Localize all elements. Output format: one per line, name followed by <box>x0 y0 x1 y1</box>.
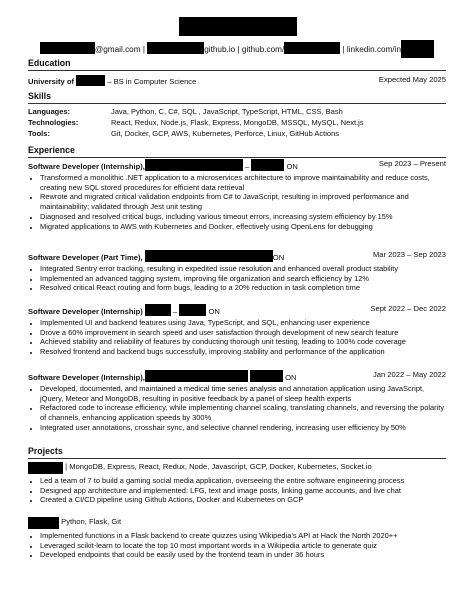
project-entry <box>28 462 446 505</box>
name-redaction <box>179 17 297 36</box>
list-item: • Transformed a monolithic .NET application to a microservices architecture to improve maintainability and reduce costs, creating new SQL stored procedures for efficient data retrieval <box>40 173 446 192</box>
list-item: • Led a team of 7 to build a gaming social media application, overseeing the entire software engineering process <box>40 476 446 486</box>
company-redaction <box>145 304 171 316</box>
job-header: Software Developer (Part Time), ON Mar 2023 – Sep 2023 <box>28 250 446 262</box>
list-item: • Developed, documented, and maintained a medical time series analysis and annotation application using JavaScript, jQuery, Meteor and MongoDB, resulting in positive feedback by a panel of sleep health experts <box>40 384 446 403</box>
github-link[interactable]: github.com/ <box>241 45 285 54</box>
section-divider <box>28 458 446 459</box>
education-heading: Education <box>28 58 71 68</box>
list-item: • Achieved stability and reliability of features by conducting thorough unit testing, leading to 100% code coverage <box>40 337 446 347</box>
job-date: Sept 2022 – Dec 2022 <box>370 304 446 313</box>
linkedin-redaction <box>401 40 434 58</box>
list-item: • Diagnosed and resolved critical bugs, including various timeout errors, increasing system efficiency by 15% <box>40 212 446 222</box>
email-link[interactable]: @gmail.com <box>94 45 141 54</box>
section-divider <box>28 70 446 71</box>
list-item: • Rewrote and migrated critical validation endpoints from C# to JavaScript, resulting in improved performance and maintainability; validated through Jest unit testing <box>40 192 446 211</box>
education-row: University of – BS in Computer Science Expected May 2025 <box>28 75 446 86</box>
list-item: • Leveraged scikit-learn to locate the top 10 most important words in a Wikipedia article to generate quiz <box>40 541 446 551</box>
list-item: • Drove a 60% improvement in search speed and user satisfaction through development of new search feature <box>40 328 446 338</box>
job-date: Jan 2022 – May 2022 <box>372 370 446 379</box>
list-item: • Implemented an advanced tagging system, improving file organization and search efficiency by 12% <box>40 274 446 284</box>
section-divider <box>28 157 446 158</box>
job-header: Software Developer (Internship), – ON Sep 2023 – Present <box>28 159 446 171</box>
project-header: | MongoDB, Express, React, Redux, Node, Javascript, GCP, Docker, Kubernetes, Socket.io <box>28 462 446 474</box>
projects-section <box>28 446 446 459</box>
job-entry <box>28 159 446 231</box>
website-link[interactable]: github.io <box>204 45 236 54</box>
list-item: • Created a CI/CD pipeline using Github Actions, Docker and Kubernetes on GCP <box>40 495 446 505</box>
company-redaction <box>145 159 243 171</box>
list-item: • Implemented functions in a Flask backend to create quizzes using Wikipedia’s API at Hack the North 2020++ <box>40 531 446 541</box>
company-redaction <box>145 370 248 382</box>
list-item: • Refactored code to increase efficiency, while implementing channel scaling, translating channels, and reversing the polarity of channels, enhancing application speeds by 300% <box>40 403 446 422</box>
company-redaction <box>145 250 273 262</box>
job-entry <box>28 304 446 357</box>
list-item: • Integrated user annotations, crosshair sync, and selective channel rendering, increasing user efficiency by 50% <box>40 423 446 433</box>
section-divider <box>28 103 446 104</box>
skills-section <box>28 91 446 139</box>
list-item: • Resolved critical React routing and form bugs, leading to a 20% reduction in task completion time <box>40 283 446 293</box>
education-section <box>28 58 446 86</box>
skill-row: Tools: Git, Docker, GCP, AWS, Kubernetes, Perforce, Linux, GitHub Actions <box>28 128 340 138</box>
project-entry <box>28 517 446 560</box>
project-header: Python, Flask, Git <box>28 517 446 529</box>
list-item: • Implemented UI and backend features using Java, TypeScript, and SQL, enhancing user experience <box>40 318 446 328</box>
github-redaction <box>284 42 340 54</box>
projects-heading: Projects <box>28 446 63 456</box>
skills-heading: Skills <box>28 91 51 101</box>
website-redaction <box>147 42 204 54</box>
job-entry <box>28 250 446 293</box>
list-item: • Developed endpoints that could be easily used by the frontend team in under 36 hours <box>40 550 446 560</box>
education-date: Expected May 2025 <box>378 75 446 84</box>
city-redaction <box>251 159 284 171</box>
university-redaction <box>76 75 105 86</box>
email-redaction <box>40 42 95 54</box>
list-item: • Designed app architecture and implemented: LFG, text and image posts, linking game accounts, and live chat <box>40 486 446 496</box>
skill-row: Languages: Java, Python, C, C#, SQL , JavaScript, TypeScript, HTML, CSS, Bash <box>28 107 343 116</box>
job-date: Sep 2023 – Present <box>378 159 446 168</box>
list-item: • Migrated applications to AWS with Kubernetes and Docker, effectively using OpenLens for debugging <box>40 222 446 232</box>
experience-section <box>28 145 446 158</box>
experience-heading: Experience <box>28 145 75 155</box>
project-name-redaction <box>28 517 59 529</box>
job-entry <box>28 370 446 433</box>
city-redaction <box>250 370 283 382</box>
job-date: Mar 2023 – Sep 2023 <box>372 250 446 259</box>
job-header: Software Developer (Internship) – ON Sept 2022 – Dec 2022 <box>28 304 446 316</box>
list-item: • Integrated Sentry error tracking, resulting in expedited issue resolution and enhanced overall product stability <box>40 264 446 274</box>
linkedin-link[interactable]: linkedin.com/in <box>346 45 402 54</box>
job-header: Software Developer (Internship), ON Jan 2022 – May 2022 <box>28 370 446 382</box>
list-item: • Resolved frontend and backend bugs successfully, improving stability and performance of the application <box>40 347 446 357</box>
city-redaction <box>179 304 206 316</box>
skill-row: Technologies: React, Redux, Node.js, Flask, Express, MongoDB, MSSQL, MySQL, Next.js <box>28 117 364 127</box>
contact-line: @gmail.com | github.io | github.com/ | linkedin.com/in <box>0 40 474 58</box>
project-name-redaction <box>28 462 63 474</box>
